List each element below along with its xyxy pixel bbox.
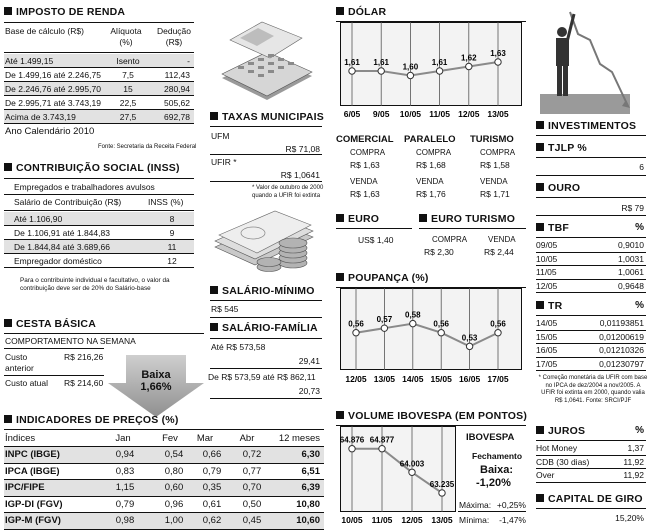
indicadores-row [4, 480, 324, 497]
dolar-col-turismo: TURISMO [470, 134, 514, 145]
dolar-data-label: 1,63 [490, 49, 506, 58]
ibovespa-minima-value: -1,47% [499, 515, 526, 525]
ibovespa-title: VOLUME IBOVESPA (EM PONTOS) [336, 410, 527, 422]
dolar-point [495, 59, 501, 65]
ibovespa-baixa-value: -1,20% [476, 477, 511, 489]
ind-header-abr: Abr [239, 433, 255, 444]
poupanca-data-label: 0,56 [348, 319, 364, 329]
poupanca-point [438, 330, 444, 336]
imposto-aliquota: 22,5 [119, 97, 137, 108]
indicador-mar: 0,61 [202, 498, 222, 510]
ibovespa-data-label: 63.235 [429, 479, 455, 489]
dolar-turismo-compra-label: COMPRA [480, 148, 516, 157]
juros-label: Hot Money [536, 443, 578, 454]
indicador-jan: 0,83 [115, 465, 135, 477]
ind-header-indices: Índices [5, 433, 36, 444]
indicador-fev: 0,80 [164, 465, 184, 477]
inss-header-inss: INSS (%) [148, 197, 184, 207]
indicador-abr: 0,77 [242, 465, 262, 477]
euro-title: EURO [336, 213, 379, 225]
ibovespa-series-line [352, 449, 442, 493]
inss-row [4, 226, 194, 240]
investimentos-title: INVESTIMENTOS [536, 120, 636, 132]
tbf-row [536, 253, 646, 267]
cesta-badge-label: Baixa [141, 369, 171, 381]
tbf-value: 1,0031 [618, 253, 644, 264]
indicador-fev: 0,96 [164, 498, 184, 510]
inss-faixa: De 1.844,84 até 3.689,66 [14, 241, 110, 252]
ibovespa-data-label: 64.877 [369, 435, 395, 445]
inss-faixa: Empregador doméstico [14, 255, 102, 266]
cesta-anterior-label: Custo anterior [5, 352, 34, 373]
imposto-aliquota: 27,5 [119, 111, 137, 122]
indicadores-row [4, 447, 324, 464]
tr-row [536, 317, 646, 331]
indicadores-row [4, 513, 324, 530]
salario-familia-row2-value: 20,73 [298, 386, 320, 396]
tr-note: * Correção monetária da UFIR com base no IPCA de dez/2004 a nov/2005. A UFIR foi extinta em 2000, quando valia R$ 1,0641. Fonte: SRCI/PJF [538, 375, 648, 404]
poupanca-chart [340, 288, 522, 388]
imposto-base: De 2.995,71 até 3.743,19 [5, 97, 101, 108]
indicador-abr: 0,70 [242, 482, 262, 494]
cesta-title: CESTA BÁSICA [4, 318, 96, 330]
tbf-label: 10/05 [536, 253, 558, 264]
euro-turismo-compra: R$ 2,30 [424, 247, 454, 257]
dolar-point [378, 68, 384, 74]
salario-minimo-title: SALÁRIO-MÍNIMO [210, 285, 315, 297]
tbf-label: 12/05 [536, 280, 558, 291]
imposto-row [4, 68, 194, 82]
dolar-paralelo-venda: R$ 1,76 [416, 189, 446, 199]
salario-familia-row1-label: Até R$ 573,58 [211, 342, 266, 352]
poupanca-data-label: 0,53 [461, 333, 478, 343]
indicador-mar: 0,62 [202, 515, 222, 527]
taxas-note: * Valor de outubro de 2000 quando a UFIR foi extinta [252, 185, 324, 199]
tr-row [536, 344, 646, 358]
ibovespa-maxima-value: +0,25% [496, 500, 526, 510]
indicador-fev: 1,00 [164, 515, 184, 527]
euro-value: US$ 1,40 [358, 235, 394, 245]
indicador-nome: IGP-M (FGV) [5, 515, 61, 527]
imposto-base: Acima de 3.743,19 [5, 111, 76, 122]
indicador-jan: 1,15 [115, 482, 135, 494]
dolar-comercial-compra: R$ 1,63 [350, 160, 380, 170]
poupanca-tick-label: 17/05 [487, 374, 509, 384]
poupanca-data-label: 0,56 [490, 319, 506, 329]
ind-header-fev: Fev [162, 433, 178, 444]
poupanca-point [410, 320, 416, 326]
dolar-paralelo-venda-label: VENDA [416, 177, 444, 186]
juros-label: Over [536, 470, 555, 481]
cesta-badge-value: 1,66% [140, 381, 172, 393]
imposto-base: De 1.499,16 até 2.246,75 [5, 69, 101, 80]
inss-row [4, 240, 194, 254]
indicador-abr: 0,45 [242, 515, 262, 527]
dolar-turismo-venda-label: VENDA [480, 177, 508, 186]
indicador-12meses: 10,60 [296, 515, 320, 527]
taxas-ufm-value: R$ 71,08 [285, 144, 320, 154]
imposto-deducao: 112,43 [164, 69, 190, 80]
imposto-header-deducao: Dedução (R$) [156, 26, 192, 47]
dolar-comercial-compra-label: COMPRA [350, 148, 386, 157]
tbf-row [536, 239, 646, 253]
indicadores-row [4, 464, 324, 481]
imposto-deducao: - [187, 55, 190, 66]
tbf-title: TBF [536, 222, 569, 234]
salario-minimo-value: R$ 545 [211, 304, 239, 314]
inss-percent: 9 [169, 227, 175, 238]
tr-value: 0,01193851 [599, 318, 644, 329]
ouro-title: OURO [536, 182, 580, 194]
inss-row [4, 254, 194, 268]
inss-row [4, 212, 194, 226]
juros-value: 11,92 [623, 456, 644, 467]
tbf-label: 11/05 [536, 267, 557, 278]
indicador-abr: 0,50 [242, 498, 262, 510]
dolar-tick-label: 12/05 [458, 109, 480, 119]
dolar-chart [340, 22, 522, 122]
dolar-tick-label: 6/05 [343, 109, 361, 119]
imposto-source: Fonte: Secretaria da Receita Federal [98, 144, 197, 150]
dolar-data-label: 1,61 [431, 58, 448, 67]
tr-title: TR [536, 300, 562, 312]
imposto-aliquota: Isento [116, 55, 140, 66]
imposto-header-base: Base de cálculo (R$) [5, 26, 84, 36]
calculator-illustration [212, 18, 317, 102]
imposto-footer: Ano Calendário 2010 [5, 126, 95, 137]
euro-turismo-venda: R$ 2,44 [484, 247, 514, 257]
juros-row [536, 456, 646, 470]
poupanca-tick-label: 13/05 [373, 374, 396, 384]
tr-label: 16/05 [536, 345, 558, 356]
indicador-nome: IPC/FIPE [5, 482, 45, 494]
imposto-row [4, 54, 194, 68]
dolar-col-comercial: COMERCIAL [336, 134, 394, 145]
indicador-mar: 0,66 [202, 449, 222, 461]
dolar-paralelo-compra: R$ 1,68 [416, 160, 446, 170]
money-coins-illustration [213, 207, 318, 273]
taxas-title: TAXAS MUNICIPAIS [210, 111, 324, 123]
indicador-fev: 0,60 [164, 482, 184, 494]
imposto-row [4, 96, 194, 110]
indicador-12meses: 10,80 [296, 498, 320, 510]
ibovespa-tick-label: 11/05 [371, 515, 393, 525]
ibovespa-point [409, 469, 415, 475]
tjlp-value: 6 [639, 162, 644, 172]
dolar-point [436, 68, 442, 74]
businessman-chart-illustration [540, 2, 630, 114]
imposto-base: Até 1.499,15 [5, 55, 54, 66]
taxas-ufir-value: R$ 1,0641 [280, 170, 320, 180]
poupanca-data-label: 0,58 [405, 310, 421, 320]
taxas-ufir-label: UFIR * [211, 157, 237, 167]
imposto-row [4, 110, 194, 124]
juros-title: JUROS [536, 425, 585, 437]
cesta-subtitle: COMPORTAMENTO NA SEMANA [5, 336, 136, 346]
poupanca-title: POUPANÇA (%) [336, 272, 429, 284]
capital-title: CAPITAL DE GIRO [536, 493, 643, 505]
tbf-row [536, 266, 646, 280]
ibovespa-data-label: 64.003 [399, 459, 425, 469]
inss-title: CONTRIBUIÇÃO SOCIAL (INSS) [4, 162, 180, 174]
ind-header-mar: Mar [196, 433, 214, 444]
indicador-jan: 0,79 [115, 498, 135, 510]
inss-faixa: De 1.106,91 até 1.844,83 [14, 227, 110, 238]
ibovespa-tick-label: 13/05 [431, 515, 453, 525]
imposto-aliquota: 15 [123, 83, 133, 94]
euro-turismo-venda-label: VENDA [488, 235, 516, 244]
tr-value: 0,01230797 [599, 358, 644, 369]
dolar-data-label: 1,61 [373, 58, 389, 67]
indicador-12meses: 6,51 [301, 465, 320, 477]
tr-value: 0,01200619 [599, 331, 644, 342]
tr-unit: % [635, 300, 644, 311]
dolar-tick-label: 9/05 [372, 109, 390, 119]
ouro-value: R$ 79 [621, 203, 644, 213]
tr-label: 17/05 [536, 358, 558, 369]
poupanca-point [353, 330, 359, 336]
tbf-row [536, 280, 646, 294]
tbf-unit: % [635, 222, 644, 233]
tr-row [536, 331, 646, 345]
ibovespa-maxima-label: Máxima: [459, 500, 492, 510]
dolar-point [407, 72, 413, 78]
indicador-abr: 0,72 [242, 449, 262, 461]
inss-percent: 8 [169, 213, 175, 224]
dolar-comercial-venda-label: VENDA [350, 177, 378, 186]
dolar-tick-label: 13/05 [487, 109, 509, 119]
ibovespa-fechamento-label: Fechamento [472, 451, 523, 461]
dolar-data-label: 1,62 [461, 53, 477, 63]
ibovespa-tick-label: 12/05 [401, 515, 423, 525]
imposto-deducao: 505,62 [164, 97, 190, 108]
indicador-fev: 0,54 [164, 449, 184, 461]
dolar-paralelo-compra-label: COMPRA [416, 148, 452, 157]
tbf-value: 1,0061 [618, 267, 644, 278]
juros-row [536, 469, 646, 483]
poupanca-tick-label: 16/05 [458, 374, 481, 384]
ibovespa-data-label: 64.876 [339, 435, 365, 445]
tbf-label: 09/05 [536, 240, 558, 251]
ind-header-jan: Jan [115, 433, 131, 444]
indicador-nome: IPCA (IBGE) [5, 465, 60, 477]
indicador-mar: 0,35 [202, 482, 222, 494]
indicadores-row [4, 497, 324, 514]
juros-value: 1,37 [627, 443, 644, 454]
poupanca-data-label: 0,57 [376, 315, 393, 325]
dolar-col-paralelo: PARALELO [404, 134, 456, 145]
indicador-12meses: 6,30 [301, 449, 320, 461]
tr-label: 15/05 [536, 331, 558, 342]
salario-familia-title: SALÁRIO-FAMÍLIA [210, 322, 318, 334]
poupanca-data-label: 0,56 [433, 319, 449, 329]
imposto-title: IMPOSTO DE RENDA [4, 6, 125, 18]
poupanca-tick-label: 15/05 [430, 374, 452, 384]
indicador-jan: 0,98 [115, 515, 135, 527]
ibovespa-side-title: IBOVESPA [466, 432, 515, 443]
salario-familia-row1-value: 29,41 [298, 356, 320, 366]
poupanca-point [381, 325, 387, 331]
ibovespa-point [439, 490, 445, 496]
tr-label: 14/05 [536, 318, 558, 329]
cesta-atual-label: Custo atual [5, 378, 48, 388]
inss-header-salario: Salário de Contribuição (R$) [14, 197, 122, 207]
inss-note: Para o contribuinte individual e facultativo, o valor da contribuição deve ser de 20% do Salário-base [20, 277, 170, 292]
indicador-mar: 0,79 [202, 465, 222, 477]
juros-row [536, 442, 646, 456]
capital-value: 15,20% [615, 513, 644, 523]
taxas-ufm-label: UFM [211, 131, 230, 141]
euro-turismo-compra-label: COMPRA [432, 235, 468, 244]
tbf-value: 0,9010 [618, 240, 644, 251]
dolar-comercial-venda: R$ 1,63 [350, 189, 380, 199]
ibovespa-minima-label: Mínima: [459, 515, 490, 525]
tr-row [536, 358, 646, 372]
ibovespa-tick-label: 10/05 [341, 515, 363, 525]
dolar-turismo-compra: R$ 1,58 [480, 160, 510, 170]
poupanca-tick-label: 12/05 [345, 374, 367, 384]
inss-percent: 12 [167, 255, 177, 266]
poupanca-point [495, 330, 501, 336]
indicador-12meses: 6,39 [301, 482, 320, 494]
tr-value: 0,01210326 [599, 345, 644, 356]
dolar-turismo-venda: R$ 1,71 [480, 189, 510, 199]
inss-percent: 11 [167, 241, 177, 252]
dolar-tick-label: 10/05 [399, 109, 422, 119]
ibovespa-chart [340, 426, 456, 526]
indicador-nome: IGP-DI (FGV) [5, 498, 63, 510]
cesta-atual-value: R$ 214,60 [64, 378, 104, 388]
dolar-data-label: 1,61 [344, 58, 360, 67]
ibovespa-point [349, 446, 355, 452]
inss-faixa: Até 1.106,90 [14, 213, 63, 224]
euro-turismo-title: EURO TURISMO [419, 213, 515, 225]
dolar-point [349, 68, 355, 74]
imposto-row [4, 82, 194, 96]
indicador-nome: INPC (IBGE) [5, 449, 60, 461]
tbf-value: 0,9648 [618, 280, 644, 291]
dolar-tick-label: 11/05 [429, 109, 451, 119]
juros-value: 11,92 [623, 470, 644, 481]
imposto-base: De 2.246,76 até 2.995,70 [5, 83, 101, 94]
imposto-deducao: 280,94 [164, 83, 190, 94]
juros-label: CDB (30 dias) [536, 456, 590, 467]
dolar-title: DÓLAR [336, 6, 386, 18]
indicadores-title: INDICADORES DE PREÇOS (%) [4, 414, 179, 426]
dolar-point [466, 63, 472, 69]
juros-unit: % [635, 425, 644, 436]
dolar-data-label: 1,60 [402, 62, 419, 72]
imposto-deducao: 692,78 [164, 111, 190, 122]
imposto-header-aliquota: Alíquota (%) [110, 26, 142, 47]
ibovespa-baixa-label: Baixa: [480, 464, 514, 476]
imposto-aliquota: 7,5 [122, 69, 134, 80]
indicador-jan: 0,94 [115, 449, 135, 461]
inss-subtitle: Empregados e trabalhadores avulsos [14, 182, 155, 192]
cesta-anterior-value: R$ 216,26 [64, 352, 104, 362]
ind-header-12meses: 12 meses [278, 433, 320, 444]
poupanca-point [466, 343, 472, 349]
poupanca-tick-label: 14/05 [402, 374, 424, 384]
tjlp-title: TJLP % [536, 142, 587, 154]
ibovespa-point [379, 446, 385, 452]
salario-familia-row2-label: De R$ 573,59 até R$ 862,11 [208, 372, 316, 382]
